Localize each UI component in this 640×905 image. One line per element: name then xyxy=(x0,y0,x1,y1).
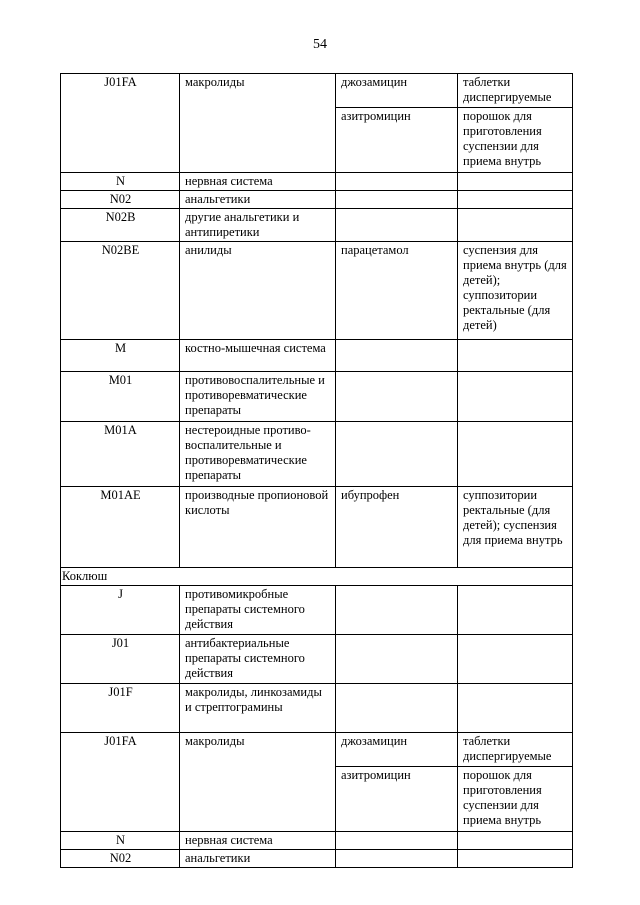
atc-code-cell: N02BE xyxy=(61,242,180,340)
form-cell xyxy=(458,191,573,209)
drug-cell xyxy=(336,635,458,684)
form-cell: таблетки диспергируемые xyxy=(458,74,573,108)
form-cell: суппозитории ректальные (для детей); суспензия для приема внутрь xyxy=(458,487,573,568)
group-cell: антибактериальные препараты системного действия xyxy=(180,635,336,684)
form-cell xyxy=(458,635,573,684)
atc-code-cell: J01FA xyxy=(61,733,180,832)
table-row xyxy=(61,635,573,684)
table-row xyxy=(61,209,573,242)
group-cell: противомикробные препараты системного действия xyxy=(180,586,336,635)
form-cell xyxy=(458,832,573,850)
drug-cell xyxy=(336,832,458,850)
atc-code-cell: N xyxy=(61,832,180,850)
table-row xyxy=(61,340,573,372)
form-cell xyxy=(458,684,573,733)
form-cell xyxy=(458,422,573,487)
atc-code-cell: N02 xyxy=(61,850,180,868)
form-cell xyxy=(458,586,573,635)
group-cell: макролиды xyxy=(180,733,336,832)
group-cell: анальгетики xyxy=(180,191,336,209)
atc-code-cell: J01 xyxy=(61,635,180,684)
table-row xyxy=(61,832,573,850)
group-cell: противовоспалительные и противоревматические препараты xyxy=(180,372,336,422)
drug-cell xyxy=(336,586,458,635)
atc-code-cell: J01F xyxy=(61,684,180,733)
drug-cell: парацетамол xyxy=(336,242,458,340)
drug-cell xyxy=(336,173,458,191)
atc-code-cell: M01 xyxy=(61,372,180,422)
table-row xyxy=(61,586,573,635)
atc-code-cell: N02B xyxy=(61,209,180,242)
form-cell: таблетки диспергируемые xyxy=(458,733,573,767)
form-cell xyxy=(458,340,573,372)
atc-code-cell: M xyxy=(61,340,180,372)
drug-cell: ибупрофен xyxy=(336,487,458,568)
group-cell: костно-мышечная система xyxy=(180,340,336,372)
drug-cell xyxy=(336,850,458,868)
atc-code-cell: J xyxy=(61,586,180,635)
group-cell: нестероидные противо-воспалительные и противоревматические препараты xyxy=(180,422,336,487)
drug-cell xyxy=(336,209,458,242)
section-title: Коклюш xyxy=(61,568,573,586)
table-row xyxy=(61,191,573,209)
group-cell: макролиды xyxy=(180,74,336,173)
drug-cell xyxy=(336,191,458,209)
form-cell xyxy=(458,850,573,868)
page-number: 54 xyxy=(313,37,327,52)
table-row xyxy=(61,850,573,868)
form-cell: порошок для приготовления суспензии для приема внутрь xyxy=(458,108,573,173)
form-cell: суспензия для приема внутрь (для детей); суппозитории ректальные (для детей) xyxy=(458,242,573,340)
group-cell: анилиды xyxy=(180,242,336,340)
form-cell xyxy=(458,372,573,422)
group-cell: анальгетики xyxy=(180,850,336,868)
drug-cell xyxy=(336,340,458,372)
group-cell: макролиды, линкозамиды и стрептограмины xyxy=(180,684,336,733)
atc-code-cell: N02 xyxy=(61,191,180,209)
drug-table xyxy=(60,73,573,868)
form-cell xyxy=(458,209,573,242)
atc-code-cell: M01A xyxy=(61,422,180,487)
section-row xyxy=(61,568,573,586)
table-row xyxy=(61,173,573,191)
table-row xyxy=(61,422,573,487)
form-cell: порошок для приготовления суспензии для приема внутрь xyxy=(458,767,573,832)
drug-cell xyxy=(336,684,458,733)
drug-cell xyxy=(336,372,458,422)
table-row xyxy=(61,74,573,108)
atc-code-cell: M01AE xyxy=(61,487,180,568)
group-cell: нервная система xyxy=(180,832,336,850)
drug-cell: азитромицин xyxy=(336,108,458,173)
atc-code-cell: J01FA xyxy=(61,74,180,173)
form-cell xyxy=(458,173,573,191)
drug-cell xyxy=(336,422,458,487)
table-row xyxy=(61,733,573,767)
table-row xyxy=(61,487,573,568)
table-row xyxy=(61,372,573,422)
table-row xyxy=(61,684,573,733)
drug-cell: джозамицин xyxy=(336,74,458,108)
table-row xyxy=(61,242,573,340)
group-cell: нервная система xyxy=(180,173,336,191)
drug-cell: азитромицин xyxy=(336,767,458,832)
atc-code-cell: N xyxy=(61,173,180,191)
drug-cell: джозамицин xyxy=(336,733,458,767)
group-cell: производные пропионовой кислоты xyxy=(180,487,336,568)
group-cell: другие анальгетики и антипиретики xyxy=(180,209,336,242)
